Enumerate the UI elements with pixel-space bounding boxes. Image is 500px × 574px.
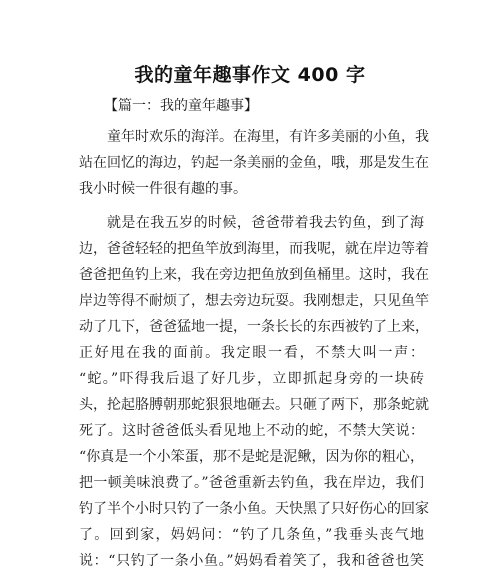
paragraph-line: 爸爸把鱼钓上来，我在旁边把鱼放到鱼桶里。这时，我在 — [79, 267, 429, 283]
paragraph-2 — [79, 210, 429, 574]
paragraph-line: 就是在我五岁的时候，爸爸带着我去钓鱼，到了海 — [107, 215, 424, 231]
paragraph-line: 动了几下，爸爸猛地一提，一条长长的东西被钓了上来， — [79, 319, 429, 335]
paragraph-line: 岸边等得不耐烦了，想去旁边玩耍。我刚想走，只见鱼竿 — [79, 293, 429, 309]
document-title: 我的童年趣事作文 400 字 — [134, 64, 366, 86]
paragraph-line: 正好甩在我的面前。我定眼一看，不禁大叫一声： — [79, 345, 424, 361]
section-heading: 【篇一：我的童年趣事】 — [104, 98, 258, 114]
paragraph-spacer — [79, 202, 424, 210]
paragraph-line: 钓了半个小时只钓了一条小鱼。天快黑了只好伤心的回家 — [79, 501, 429, 517]
paragraph-line: 童年时欢乐的海洋。在海里，有许多美丽的小鱼，我 — [107, 129, 429, 145]
paragraph-line: 了。回到家，妈妈问：“钓了几条鱼，”我垂头丧气地 — [79, 527, 424, 543]
paragraph-line: 我小时候一件很有趣的事。 — [79, 181, 247, 197]
paragraph-line: “蛇。”吓得我后退了好几步，立即抓起身旁的一块砖 — [79, 371, 424, 387]
paragraph-1 — [79, 124, 429, 202]
paragraph-line: 死了。这时爸爸低头看见地上不动的蛇，不禁大笑说： — [79, 423, 424, 439]
paragraph-line: 把一顿美味浪费了。”爸爸重新去钓鱼，我在岸边，我们 — [79, 475, 424, 491]
paragraph-line: 边，爸爸轻轻的把鱼竿放到海里，而我呢，就在岸边等着 — [79, 241, 429, 257]
paragraph-line: “你真是一个小笨蛋，那不是蛇是泥鳅，因为你的粗心， — [79, 449, 424, 465]
paragraph-line: 头，抡起胳膊朝那蛇狠狠地砸去。只砸了两下，那条蛇就 — [79, 397, 429, 413]
paragraph-line: 说：“只钓了一条小鱼。”妈妈看着笑了，我和爸爸也笑 — [79, 553, 424, 569]
document-body — [79, 124, 429, 574]
paragraph-line: 站在回忆的海边，钓起一条美丽的金鱼，哦，那是发生在 — [79, 155, 429, 171]
